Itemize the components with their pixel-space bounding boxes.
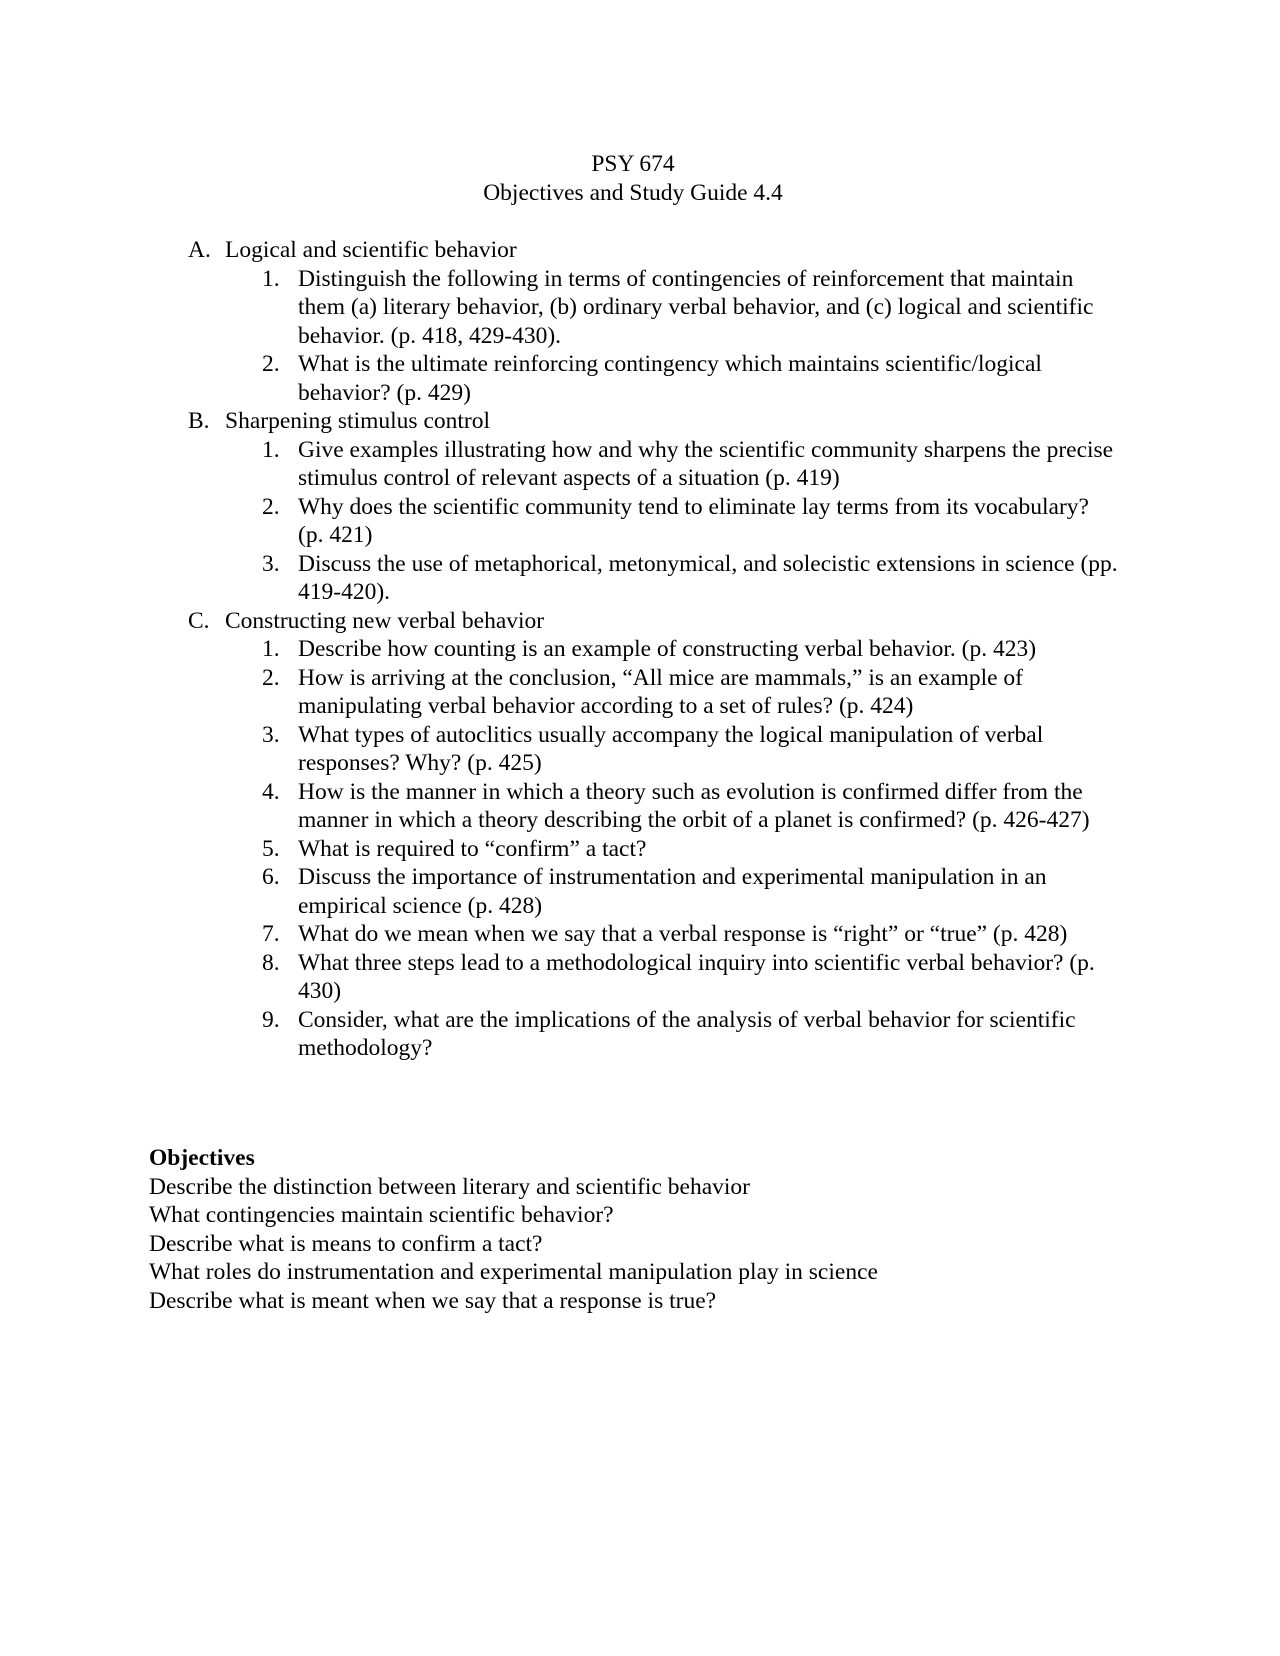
item-text: What is the ultimate reinforcing contingency which maintains scientific/logical behavior? (p. 429)	[298, 351, 1042, 406]
objective-line: Describe the distinction between literary and scientific behavior	[149, 1173, 750, 1200]
section-items	[0, 436, 1280, 607]
section-heading	[0, 407, 1280, 436]
item-text: Discuss the importance of instrumentation and experimental manipulation in an empirical science (p. 428)	[298, 864, 1047, 919]
item-text: Give examples illustrating how and why the scientific community sharpens the precise stimulus control of relevant aspects of a situation (p. 419)	[298, 436, 1114, 491]
item-number: 7.	[262, 921, 280, 947]
objectives-section	[149, 1144, 1249, 1315]
document-subtitle: Objectives and Study Guide 4.4	[483, 179, 783, 206]
section-letter: B.	[188, 408, 210, 434]
course-title: PSY 674	[591, 151, 675, 177]
list-item	[0, 635, 1280, 664]
item-number: 8.	[262, 949, 280, 976]
item-text: What three steps lead to a methodological inquiry into scientific verbal behavior? (p. 430)	[298, 949, 1095, 1004]
section-heading	[0, 607, 1280, 636]
section-title: Sharpening stimulus control	[225, 408, 491, 434]
list-item	[0, 835, 1280, 864]
list-item	[0, 920, 1280, 949]
item-number: 1.	[262, 636, 280, 662]
list-item	[0, 863, 1280, 920]
section-title: Constructing new verbal behavior	[225, 607, 545, 634]
section-title: Logical and scientific behavior	[225, 237, 517, 263]
list-item	[0, 436, 1280, 493]
list-item	[0, 1006, 1280, 1063]
item-number: 3.	[262, 721, 280, 748]
item-number: 1.	[262, 265, 280, 292]
item-number: 5.	[262, 835, 280, 862]
section-a	[0, 236, 1280, 407]
list-item	[0, 550, 1280, 607]
item-text: What is required to “confirm” a tact?	[298, 835, 647, 862]
study-guide-outline	[0, 236, 1280, 1063]
section-items	[0, 635, 1280, 1063]
document-header	[0, 150, 1266, 207]
item-text: Distinguish the following in terms of contingencies of reinforcement that maintain them (a) literary behavior, (b) ordinary verbal behavior, and (c) logical and scientific behavior. (p. 418, 429-430).	[298, 265, 1094, 349]
list-item	[0, 778, 1280, 835]
objective-line: What contingencies maintain scientific behavior?	[149, 1202, 614, 1228]
objective-line: Describe what is means to confirm a tact?	[149, 1230, 543, 1257]
objective-line: Describe what is meant when we say that a response is true?	[149, 1287, 717, 1314]
item-number: 9.	[262, 1006, 280, 1033]
list-item	[0, 721, 1280, 778]
objective-line: What roles do instrumentation and experimental manipulation play in science	[149, 1259, 878, 1285]
item-number: 6.	[262, 864, 280, 890]
section-c	[0, 607, 1280, 1063]
section-letter: A.	[188, 237, 211, 263]
section-items	[0, 265, 1280, 408]
item-text: Discuss the use of metaphorical, metonymical, and solecistic extensions in science (pp. 419-420).	[298, 550, 1118, 605]
list-item	[0, 265, 1280, 351]
item-number: 2.	[262, 351, 280, 377]
item-number: 4.	[262, 778, 280, 805]
item-number: 2.	[262, 664, 280, 691]
item-number: 1.	[262, 436, 280, 463]
item-text: How is arriving at the conclusion, “All mice are mammals,” is an example of manipulating verbal behavior according to a set of rules? (p. 424)	[298, 664, 1024, 719]
item-text: What do we mean when we say that a verbal response is “right” or “true” (p. 428)	[298, 921, 1068, 947]
item-text: How is the manner in which a theory such as evolution is confirmed differ from the manner in which a theory describing the orbit of a planet is confirmed? (p. 426-427)	[298, 778, 1090, 833]
section-letter: C.	[188, 607, 210, 634]
section-heading	[0, 236, 1280, 265]
item-number: 2.	[262, 493, 280, 520]
item-text: What types of autoclitics usually accompany the logical manipulation of verbal responses? Why? (p. 425)	[298, 721, 1044, 776]
list-item	[0, 493, 1280, 550]
list-item	[0, 350, 1280, 407]
item-text: Consider, what are the implications of the analysis of verbal behavior for scientific methodology?	[298, 1006, 1076, 1061]
list-item	[0, 949, 1280, 1006]
list-item	[0, 664, 1280, 721]
item-text: Why does the scientific community tend to eliminate lay terms from its vocabulary? (p. 421)	[298, 493, 1089, 548]
objectives-heading: Objectives	[149, 1145, 255, 1171]
item-text: Describe how counting is an example of constructing verbal behavior. (p. 423)	[298, 636, 1037, 662]
section-b	[0, 407, 1280, 607]
item-number: 3.	[262, 550, 280, 577]
